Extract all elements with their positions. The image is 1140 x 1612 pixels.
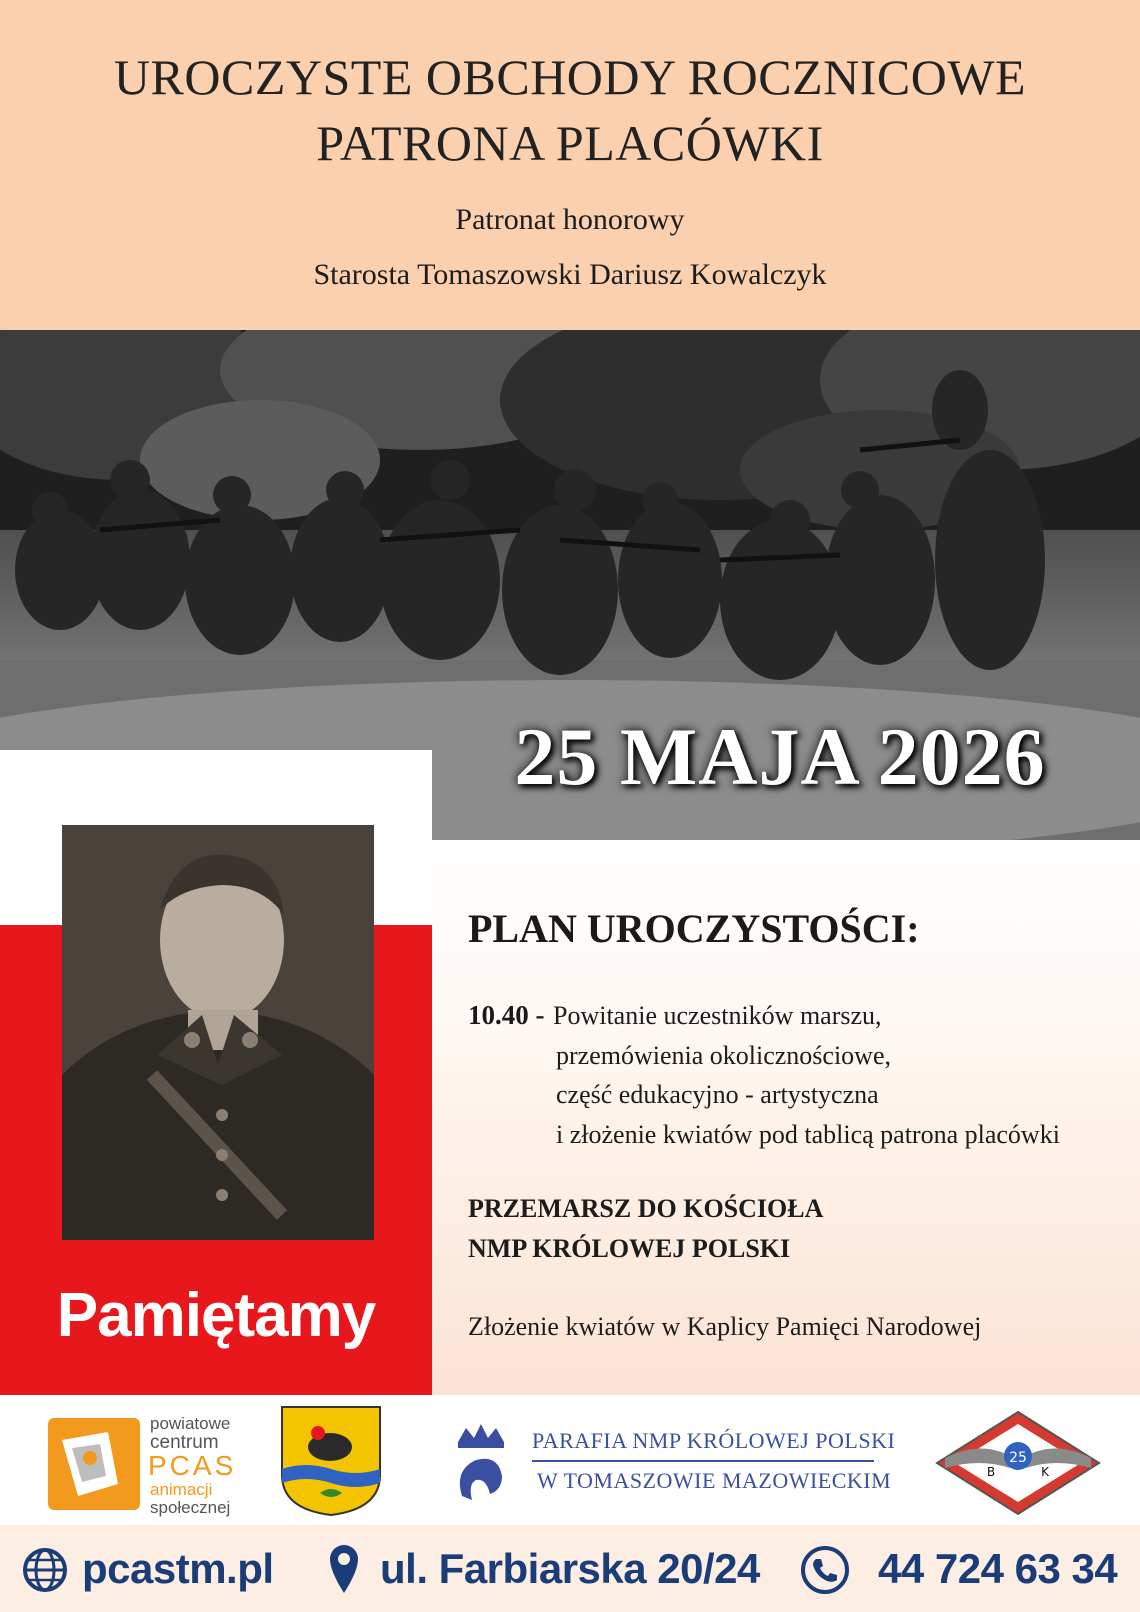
program-item-line: Powitanie uczestników marszu, — [553, 1001, 882, 1030]
emblem-number: 25 — [1009, 1450, 1027, 1466]
header-banner — [0, 0, 1140, 330]
contact-bar — [0, 1525, 1140, 1612]
march-line: NMP KRÓLOWEJ POLSKI — [468, 1234, 791, 1263]
globe-icon — [22, 1547, 68, 1593]
pcas-text-line: animacji — [150, 1480, 213, 1499]
flowers-chapel: Złożenie kwiatów w Kaplicy Pamięci Narodowej — [468, 1312, 982, 1341]
county-coat-of-arms-icon — [280, 1405, 382, 1517]
patron-name: Starosta Tomaszowski Dariusz Kowalczyk — [313, 258, 827, 291]
emblem-letter-k: K — [1041, 1465, 1049, 1479]
pcas-text-line: powiatowe — [150, 1414, 231, 1433]
program-item-line: przemówienia okolicznościowe, — [556, 1041, 891, 1070]
parish-name-line1: PARAFIA NMP KRÓLOWEJ POLSKI — [532, 1428, 896, 1453]
program-item-line: i złożenie kwiatów pod tablicą patrona placówki — [556, 1120, 1060, 1149]
program-title: PLAN UROCZYSTOŚCI: — [468, 906, 920, 951]
location-pin-icon — [328, 1543, 360, 1595]
march-line: PRZEMARSZ DO KOŚCIOŁA — [468, 1194, 824, 1223]
program-item-line: część edukacyjno - artystyczna — [556, 1080, 879, 1109]
event-date: 25 MAJA 2026 — [514, 711, 1046, 802]
unit-emblem-icon — [935, 1410, 1101, 1516]
address-text: ul. Farbiarska 20/24 — [380, 1545, 760, 1592]
pcas-text-line: społecznej — [150, 1498, 231, 1517]
event-title-line1: UROCZYSTE OBCHODY ROCZNICOWE — [113, 49, 1027, 105]
parish-divider — [532, 1460, 874, 1462]
pcas-acronym: PCAS — [148, 1450, 237, 1481]
program-time: 10.40 - — [468, 1000, 545, 1030]
patron-portrait-photo — [62, 825, 374, 1240]
remember-slogan: Pamiętamy — [56, 1281, 376, 1350]
website-link[interactable]: pcastm.pl — [82, 1545, 274, 1592]
phone-number[interactable]: 44 724 63 34 — [878, 1545, 1118, 1592]
emblem-letter-b: B — [986, 1465, 996, 1479]
parish-crown-icon — [446, 1420, 516, 1508]
pcas-text-line: centrum — [150, 1432, 219, 1453]
event-title-line2: PATRONA PLACÓWKI — [316, 115, 824, 171]
phone-icon — [800, 1545, 850, 1595]
patronage-label: Patronat honorowy — [455, 203, 685, 236]
parish-name-line2: W TOMASZOWIE MAZOWIECKIM — [537, 1468, 892, 1493]
pcas-logo-icon — [48, 1418, 140, 1510]
